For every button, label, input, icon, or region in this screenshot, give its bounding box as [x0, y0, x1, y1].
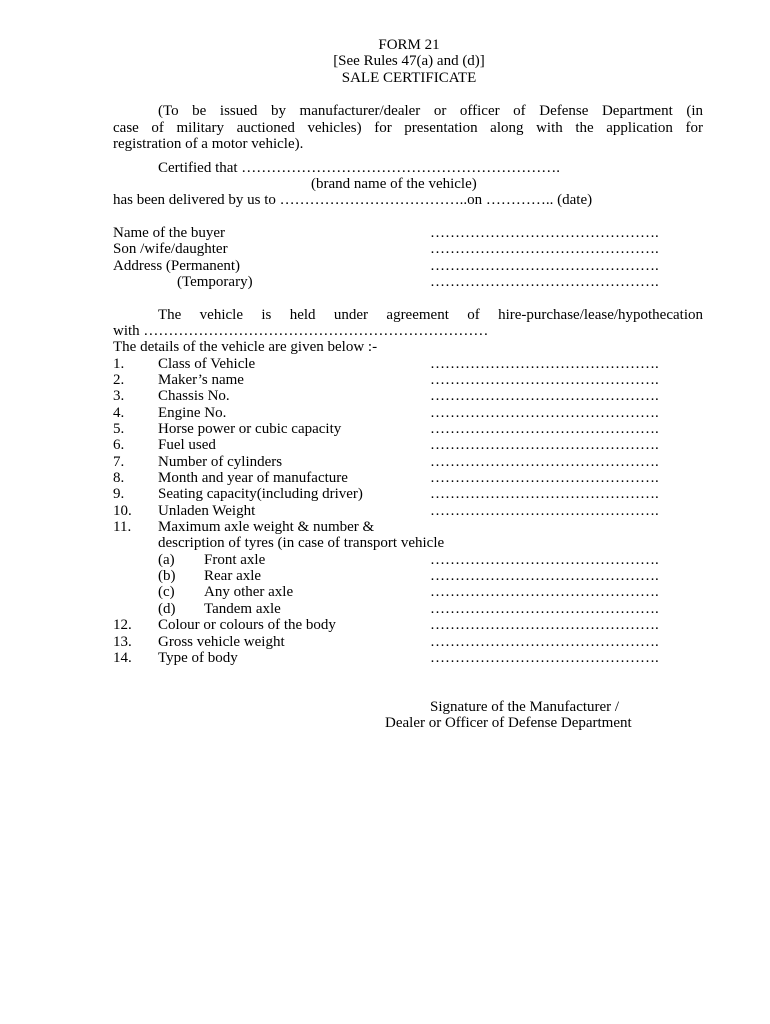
item-number: 1. [113, 356, 125, 372]
item-label-gross-weight: Gross vehicle weight [158, 634, 285, 650]
item-number: 2. [113, 372, 125, 388]
agreement-line-1: The vehicle is held under agreement of hire-purchase/lease/hypothecation [158, 307, 703, 323]
item-number: 11. [113, 519, 132, 535]
certified-line: Certified that ………………………………………………………. [158, 160, 561, 176]
intro-line-3: registration of a motor vehicle). [113, 136, 304, 152]
item-number: 13. [113, 634, 132, 650]
address-temporary-label: (Temporary) [177, 274, 253, 290]
item-label-makers-name: Maker’s name [158, 372, 244, 388]
item-label-axle-weight: Maximum axle weight & number & [158, 519, 375, 535]
item-blank: ………………………………………. [430, 372, 659, 388]
item-blank: ………………………………………. [430, 601, 659, 617]
sub-item-letter: (b) [158, 568, 176, 584]
item-label-tyres-description: description of tyres (in case of transport vehicle [158, 535, 445, 551]
item-label-chassis-no: Chassis No. [158, 388, 230, 404]
sub-item-other-axle: Any other axle [204, 584, 294, 600]
item-number: 14. [113, 650, 132, 666]
intro-line-1: (To be issued by manufacturer/dealer or officer of Defense Department (in [158, 103, 703, 119]
agreement-line-2: with …………………………………………………………… [113, 323, 489, 339]
item-label-horse-power: Horse power or cubic capacity [158, 421, 342, 437]
signature-line-2: Dealer or Officer of Defense Department [385, 715, 632, 731]
address-permanent-blank: ………………………………………. [430, 258, 659, 274]
item-label-engine-no: Engine No. [158, 405, 227, 421]
item-blank: ………………………………………. [430, 552, 659, 568]
item-blank: ………………………………………. [430, 356, 659, 372]
buyer-name-blank: ………………………………………. [430, 225, 659, 241]
item-blank: ………………………………………. [430, 421, 659, 437]
form-number: FORM 21 [378, 37, 440, 53]
item-blank: ………………………………………. [430, 584, 659, 600]
item-blank: ………………………………………. [430, 437, 659, 453]
item-label-seating-capacity: Seating capacity(including driver) [158, 486, 363, 502]
item-blank: ………………………………………. [430, 405, 659, 421]
intro-line-2: case of military auctioned vehicles) for presentation along with the application for [113, 120, 703, 136]
item-blank: ………………………………………. [430, 634, 659, 650]
item-number: 9. [113, 486, 125, 502]
buyer-relation-blank: ………………………………………. [430, 241, 659, 257]
item-number: 8. [113, 470, 125, 486]
address-permanent-label: Address (Permanent) [113, 258, 241, 274]
delivered-line: has been delivered by us to ………………………………..on ………….. (date) [113, 192, 593, 208]
buyer-name-label: Name of the buyer [113, 225, 226, 241]
details-intro: The details of the vehicle are given below :- [113, 339, 378, 355]
item-blank: ………………………………………. [430, 388, 659, 404]
item-blank: ………………………………………. [430, 650, 659, 666]
sub-item-tandem-axle: Tandem axle [204, 601, 281, 617]
item-label-body-colour: Colour or colours of the body [158, 617, 336, 633]
sub-item-letter: (c) [158, 584, 175, 600]
item-number: 6. [113, 437, 125, 453]
sub-item-front-axle: Front axle [204, 552, 266, 568]
item-label-class-of-vehicle: Class of Vehicle [158, 356, 256, 372]
item-blank: ………………………………………. [430, 568, 659, 584]
item-number: 10. [113, 503, 132, 519]
item-blank: ………………………………………. [430, 486, 659, 502]
sub-item-letter: (d) [158, 601, 176, 617]
item-number: 3. [113, 388, 125, 404]
item-label-type-of-body: Type of body [158, 650, 238, 666]
item-number: 5. [113, 421, 125, 437]
address-temporary-blank: ………………………………………. [430, 274, 659, 290]
item-blank: ………………………………………. [430, 503, 659, 519]
sub-item-letter: (a) [158, 552, 175, 568]
brand-name-hint: (brand name of the vehicle) [311, 176, 477, 192]
item-number: 4. [113, 405, 125, 421]
item-blank: ………………………………………. [430, 470, 659, 486]
form-title: SALE CERTIFICATE [341, 70, 477, 86]
item-label-cylinders: Number of cylinders [158, 454, 283, 470]
signature-line-1: Signature of the Manufacturer / [430, 699, 620, 715]
item-blank: ………………………………………. [430, 617, 659, 633]
item-label-manufacture-date: Month and year of manufacture [158, 470, 348, 486]
item-number: 7. [113, 454, 125, 470]
form-rules: [See Rules 47(a) and (d)] [333, 53, 485, 69]
item-blank: ………………………………………. [430, 454, 659, 470]
item-label-fuel-used: Fuel used [158, 437, 216, 453]
sub-item-rear-axle: Rear axle [204, 568, 262, 584]
item-label-unladen-weight: Unladen Weight [158, 503, 256, 519]
buyer-relation-label: Son /wife/daughter [113, 241, 228, 257]
item-number: 12. [113, 617, 132, 633]
